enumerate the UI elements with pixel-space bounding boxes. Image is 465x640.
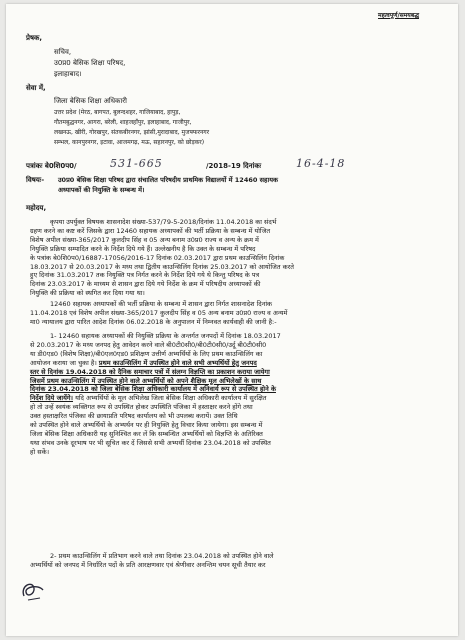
para-line: या डी0एड0 (विशेष शिक्षा)/बी0एल0एड0 प्रशिक्षण उत्तीर्ण अभ्यर्थियों के लिए प्रथम काउन्सिलिंग का — [30, 349, 263, 358]
letter-page — [6, 4, 458, 636]
para-line: 1- 12460 सहायक अध्यापकों की नियुक्ति प्रक्रिया के अन्तर्गत जनपदों में दिनांक 18.03.2017 — [50, 332, 281, 340]
para-line: 11.04.2018 एवं विशेष अपील संख्या-365/2017 कुलदीप सिंह व 05 अन्य बनाम उ0प्र0 राज्य व अन्यमें — [30, 308, 288, 317]
to-line: सम्भल, कानपुरनगर, इटावा, आजमगढ़, मऊ, सहारनपुर, को छोड़कर) — [54, 139, 205, 146]
para-line: नियुक्ति प्रक्रिया सम्पादित करने के निर्देश दिये गये हैं। उल्लेखनीय है कि उक्त के सम्बन्ध में परिषद — [30, 244, 256, 253]
para-line: अभ्यर्थियों को जनपद में निर्धारित पदों के प्रति आरक्षणवार एवं श्रेणीवार अनन्तिम चयन सूची तैयार कर — [30, 560, 266, 569]
para-line: को उपस्थित होने वाले अभ्यर्थियों के अभ्यर्थन पर ही नियुक्ति हेतु विचार किया जायेगा। इस सम्बन्ध में — [30, 421, 263, 430]
para-line: जिला बेसिक शिक्षा अधिकारी यह सुनिश्चित कर लें कि सम्बन्धित अभ्यर्थियों को विज्ञप्ति के अतिरिक्त — [30, 429, 263, 438]
subject-line: उ0प्र0 बेसिक शिक्षा परिषद द्वारा संचालित परिषदीय प्राथमिक विद्यालयों में 12460 सहायक — [58, 176, 278, 184]
header-tag: महत्वपूर्ण/समयबद्ध — [378, 12, 419, 19]
from-line: उ0प्र0 बेसिक शिक्षा परिषद, — [54, 59, 126, 67]
para-line: कृपया उपर्युक्त विषयक शासनादेश संख्या-537/79-5-2018/दिनांक 11.04.2018 का संदर्भ — [50, 218, 277, 226]
para-line-bold: जिसमें प्रथम काउन्सिलिंग में उपस्थित होने वाले अभ्यर्थियों को अपने शैक्षिक मूल अभिलेखों के साथ — [30, 376, 262, 385]
signature-mark — [18, 576, 48, 606]
subject-line: अध्यापकों की नियुक्ति के सम्बन्ध में। — [58, 186, 145, 194]
para-line-bold: दिनांक 23.04.2018 को जिला बेसिक शिक्षा अधिकारी कार्यालय में अनिवार्य रूप से उपस्थित होने के — [30, 385, 276, 394]
para-line: हो तो उन्हें स्वयंक व्यक्तिगत रूप से उपस्थित होकर उपस्थिति पंजिका में हस्ताक्षर करने होंगे तथा — [30, 403, 253, 412]
para-line: यदि अभ्यर्थियों के मूल अभिलेख जिला बेसिक शिक्षा अधिकारी कार्यालय में सुरक्षित — [75, 394, 267, 403]
paragraph-1 — [30, 218, 444, 298]
salutation: महोदय, — [26, 204, 47, 212]
para-line: हो सकें। — [30, 447, 50, 456]
para-line: आयोजन कराया जा चुका है। — [30, 358, 97, 367]
from-line: सचिव, — [54, 48, 72, 56]
to-line: उत्तर प्रदेश (मेरठ, बागपत, बुलन्दशहर, गाजियाबाद, हापुड़, — [54, 109, 181, 116]
para-line: नियुक्ति की प्रक्रिया को स्थगित कर दिया गया था। — [30, 289, 145, 298]
to-line: लखनऊ, खीरी, गोरखपुर, संतकबीरनगर, झांसी,मुरादाबाद, मुजफ्फरनगर — [54, 129, 210, 136]
letter-number-handwritten: 531-665 — [110, 157, 163, 170]
to-line: जिला बेसिक शिक्षा अधिकारी — [54, 97, 127, 105]
para-line: ग्रहण करने का कष्ट करें जिसके द्वारा 12460 सहायक अध्यापकों की भर्ती प्रक्रिया के सम्बन्ध में योजित — [30, 226, 271, 235]
para-line: के पत्रांक बे0शि0प0/16887-17056/2016-17 दिनांक 02.03.2017 द्वारा प्रथम काउन्सिलिंग दिनांक — [30, 253, 285, 262]
para-line: मा0 न्यायालय द्वारा पारित आदेश दिनांक 06.02.2018 के अनुपालन में निम्नवत कार्यवाही की जानी है:- — [30, 317, 277, 326]
para-line: हुए दिनांक 31.03.2017 तक नियुक्ति पत्र निर्गत करने के निर्देश दिये गये थे किन्तु परिषद के पत्र — [30, 271, 260, 280]
para-line: से 20.03.2017 के मध्य जनपद हेतु आवेदन करने वाले बी0टी0सी0/बी0टी0सी0/उर्दू बी0टी0सी0 — [30, 340, 267, 349]
paragraph-2 — [30, 300, 444, 327]
to-line: गौतमबुद्धनगर, आगरा, बरेली, शाहजहाँपुर, इलाहाबाद, गाजीपुर, — [54, 119, 192, 126]
para-line: 12460 सहायक अध्यापकों की भर्ती प्रक्रिया के सम्बन्ध में शासन द्वारा निर्गत शासनादेश दिनांक — [50, 300, 273, 308]
para-line: विशेष अपील संख्या-365/2017 कुलदीप सिंह व 05 अन्य बनाम उ0प्र0 राज्य व अन्य के क्रम में — [30, 235, 259, 244]
para-line-bold: स्तर से दिनांक 19.04.2018 को दैनिक समाचार पत्रों में संलग्न विज्ञप्ति का प्रकाशन कराया जायेगा — [30, 367, 270, 376]
paragraph-4 — [30, 552, 444, 570]
para-line: 2- प्रथम काउन्सिलिंग में प्रतिभाग करने वाले तथा दिनांक 23.04.2018 को उपस्थित होने वाले — [50, 552, 274, 560]
from-line: इलाहाबाद। — [54, 70, 82, 78]
para-line-bold: प्रथम काउन्सिलिंग में उपस्थित होने वाले सभी अभ्यर्थियों हेतु जनपद — [98, 358, 257, 367]
para-line-bold: निर्देश दिये जायेंगे। — [30, 394, 73, 403]
para-line: यथा संभव उनके दूरभाष पर भी सूचित कर दें जिससे सभी अभ्यर्थी दिनांक 23.04.2018 को उपस्थित — [30, 438, 271, 447]
letter-date-handwritten: 16-4-18 — [296, 157, 346, 170]
para-line: 18.03.2017 से 20.03.2017 के मध्य तथा द्वितीय काउन्सिलिंग दिनांक 25.03.2017 को आयोजित करते — [30, 262, 294, 271]
paragraph-3 — [30, 332, 444, 457]
para-line: उक्त हस्ताक्षरित पंजिका की छायाप्रति परिषद कार्यालय को भी उपलब्ध करायें। उक्त तिथि — [30, 412, 238, 421]
para-line: दिनांक 23.03.2017 के माध्यम से शासन द्वारा दिये गये निर्देश के क्रम में परिषदीय अध्यापकों की — [30, 280, 261, 289]
from-label: प्रेषक, — [26, 34, 43, 42]
to-label: सेवा में, — [26, 84, 46, 92]
letter-year: /2018-19 दिनांकः — [206, 162, 262, 170]
subject-label: विषयः- — [26, 176, 45, 184]
letter-number-label: पत्रांकः बे0शि0प0/ — [26, 162, 77, 170]
